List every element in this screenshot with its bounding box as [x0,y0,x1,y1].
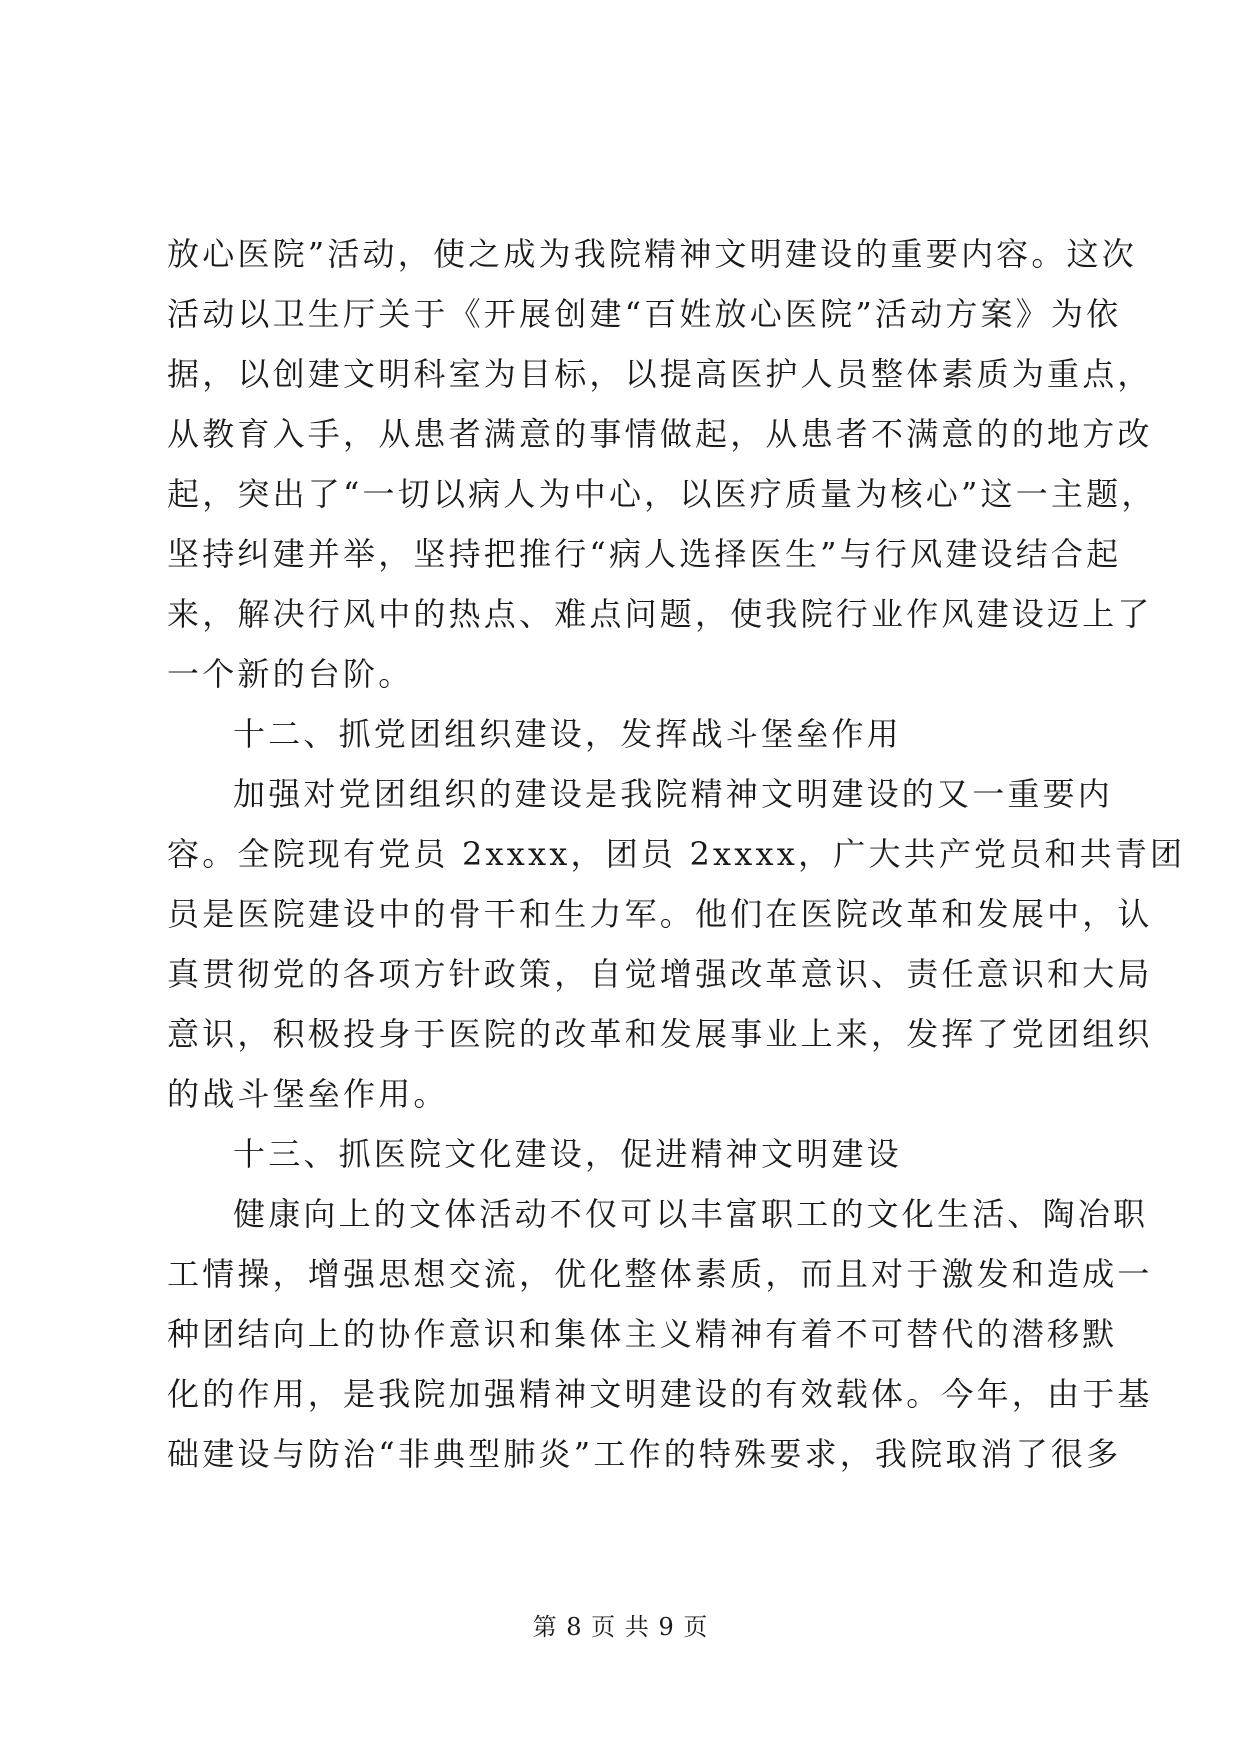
body-text-line: 来，解决行风中的热点、难点问题，使我院行业作风建设迈上了 [167,595,1153,633]
body-text-line: 工情操，增强思想交流，优化整体素质，而且对于激发和造成一 [167,1255,1153,1293]
section-heading: 十三、抓医院文化建设，促进精神文明建设 [233,1135,902,1173]
body-text-line: 一个新的台阶。 [167,655,414,693]
body-text-line: 坚持纠建并举，坚持把推行“病人选择医生”与行风建设结合起 [167,535,1122,573]
body-text-line: 放心医院”活动，使之成为我院精神文明建设的重要内容。这次 [167,235,1137,273]
page-footer: 第 8 页 共 9 页 [532,1613,709,1641]
body-text-line: 的战斗堡垒作用。 [167,1075,449,1113]
body-text-line: 加强对党团组织的建设是我院精神文明建设的又一重要内 [233,775,1114,813]
body-text-line: 活动以卫生厅关于《开展创建“百姓放心医院”活动方案》为依 [167,295,1122,333]
body-text-line: 起，突出了“一切以病人为中心，以医疗质量为核心”这一主题， [167,475,1157,513]
body-text-line: 础建设与防治“非典型肺炎”工作的特殊要求，我院取消了很多 [167,1435,1122,1473]
body-text-line: 健康向上的文体活动不仅可以丰富职工的文化生活、陶冶职 [233,1195,1149,1233]
body-text-line: 员是医院建设中的骨干和生力军。他们在医院改革和发展中，认 [167,895,1153,933]
body-text-line: 容。全院现有党员 2xxxx，团员 2xxxx，广大共产党员和共青团 [167,835,1186,873]
body-text-line: 意识，积极投身于医院的改革和发展事业上来，发挥了党团组织 [167,1015,1153,1053]
body-text-line: 种团结向上的协作意识和集体主义精神有着不可替代的潜移默 [167,1315,1118,1353]
body-text-line: 从教育入手，从患者满意的事情做起，从患者不满意的的地方改 [167,415,1153,453]
body-text-line: 真贯彻党的各项方针政策，自觉增强改革意识、责任意识和大局 [167,955,1153,993]
body-text-line: 据，以创建文明科室为目标，以提高医护人员整体素质为重点， [167,355,1153,393]
body-text-line: 化的作用，是我院加强精神文明建设的有效载体。今年，由于基 [167,1375,1153,1413]
section-heading: 十二、抓党团组织建设，发挥战斗堡垒作用 [233,715,902,753]
